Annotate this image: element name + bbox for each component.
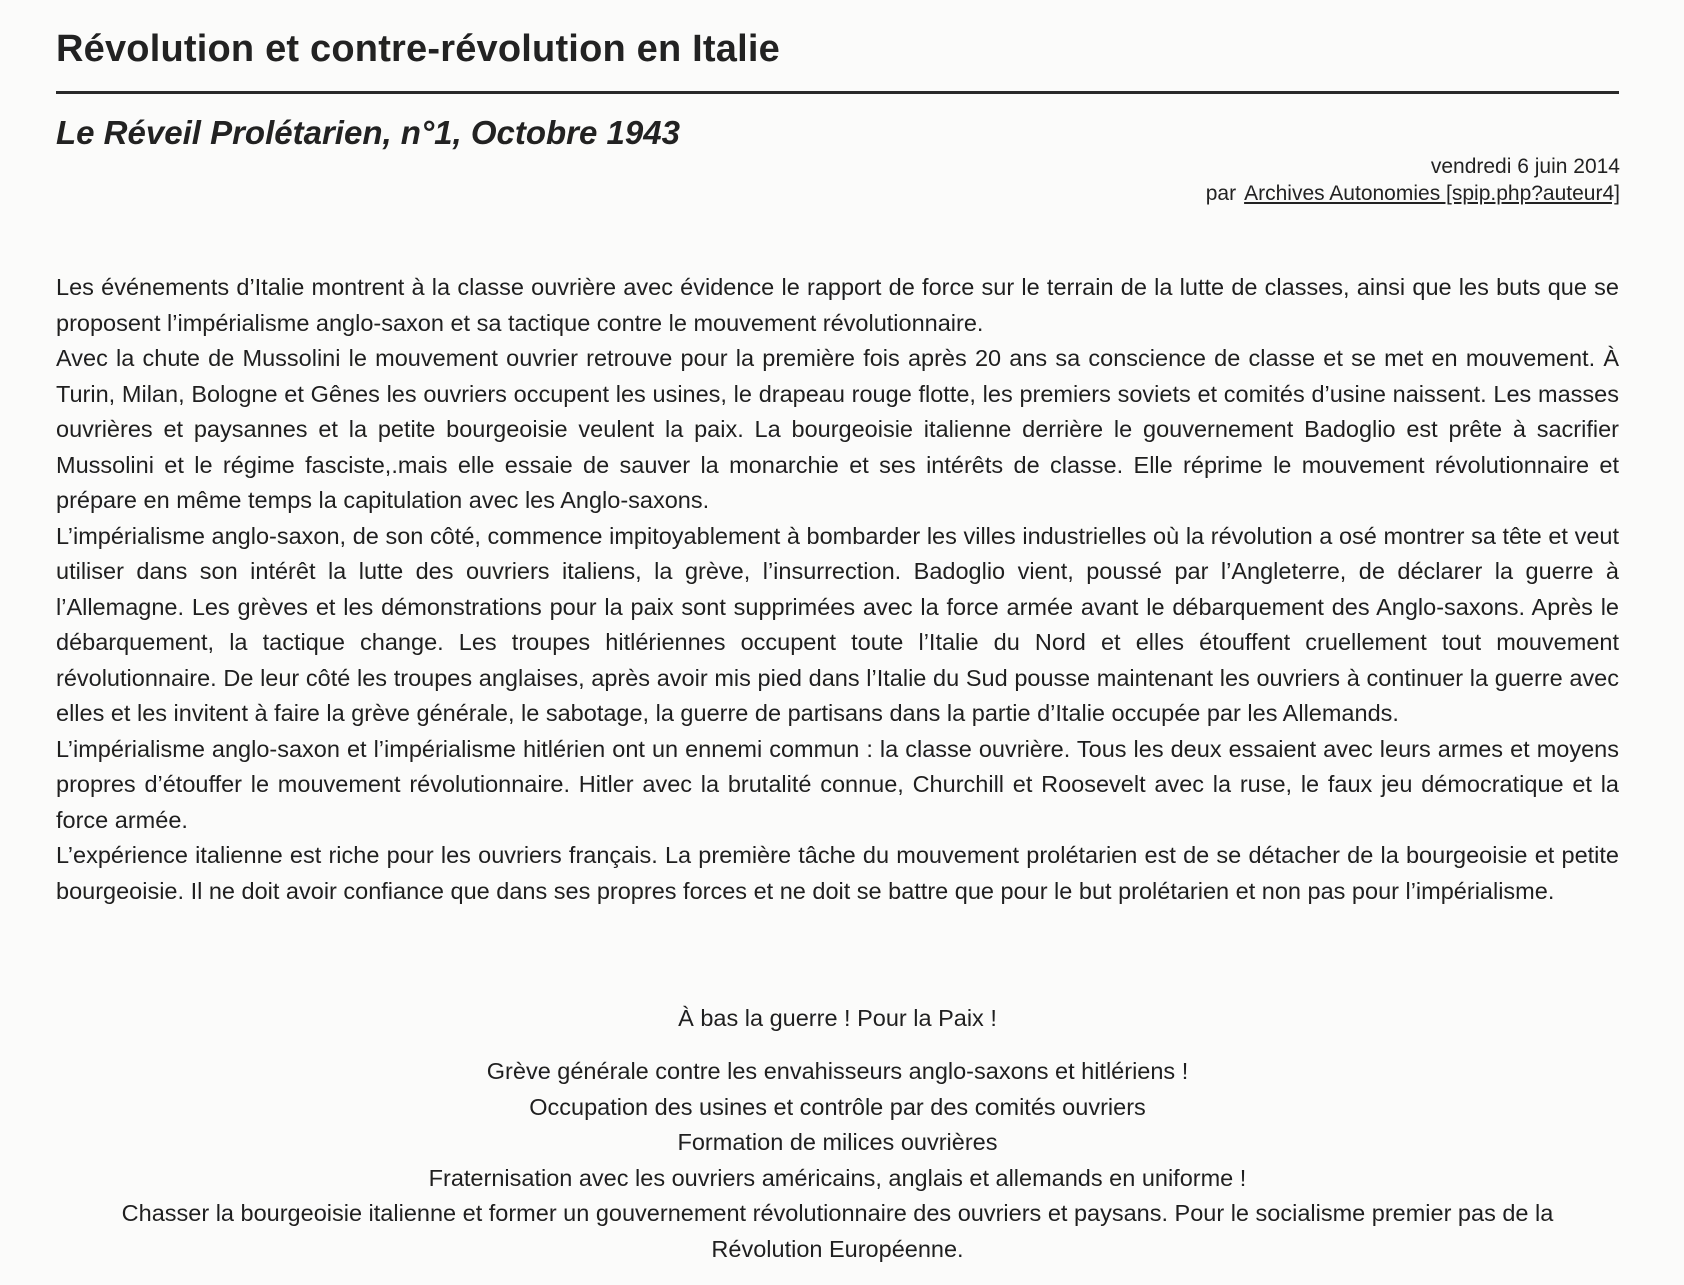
- article-body: [56, 270, 1619, 909]
- publication-date: vendredi 6 juin 2014: [1430, 155, 1620, 178]
- article-meta: [1206, 153, 1620, 207]
- author-link[interactable]: Archives Autonomies [spip.php?auteur4]: [1244, 182, 1620, 205]
- paragraph: L’expérience italienne est riche pour les ouvriers français. La première tâche du mouvement prolétarien est de se détacher de la bourgeoisie et petite bourgeoisie. Il ne doit avoir confiance que dans ses propres forces et ne doit se battre que pour le but prolétarien et non pas pour l’impérialisme.: [56, 842, 1619, 904]
- slogan-line: Fraternisation avec les ouvriers américains, anglais et allemands en uniforme !: [428, 1164, 1247, 1191]
- slogan-lead: À bas la guerre ! Pour la Paix !: [678, 1005, 997, 1031]
- author-line: [1206, 180, 1620, 207]
- slogan-line: Chasser la bourgeoisie italienne et former un gouvernement révolutionnaire des ouvriers et paysans. Pour le socialisme premier pas de la: [121, 1200, 1554, 1226]
- author-prefix: par: [1205, 182, 1237, 205]
- article-title: Révolution et contre-révolution en Italie: [56, 28, 780, 70]
- article-subtitle: Le Réveil Prolétarien, n°1, Octobre 1943: [56, 114, 680, 151]
- paragraph: Les événements d’Italie montrent à la classe ouvrière avec évidence le rapport de force sur le terrain de la lutte de classes, ainsi que les buts que se proposent l’impérialisme anglo-saxon et sa tactique contre le mouvement révolutionnaire.: [56, 274, 1619, 336]
- title-divider: [56, 91, 1619, 94]
- paragraph: L’impérialisme anglo-saxon, de son côté, commence impitoyablement à bombarder les villes industrielles où la révolution a osé montrer sa tête et veut utiliser dans son intérêt la lutte des ouvriers italiens, la grève, l’insurrection. Badoglio vient, poussé par l’Angleterre, de déclarer la guerre à l’Allemagne. Les grèves et les démonstrations pour la paix sont supprimées avec la force armée avant le débarquement des Anglo-saxons. Après le débarquement, la tactique change. Les troupes hitlériennes occupent toute l’Italie du Nord et elles étouffent cruellement tout mouvement révolutionnaire. De leur côté les troupes anglaises, après avoir mis pied dans l’Italie du Sud pousse maintenant les ouvriers à continuer la guerre avec elles et les invitent à faire la grève générale, le sabotage, la guerre de partisans dans la partie d’Italie occupée par les Allemands.: [56, 522, 1619, 726]
- slogan-line: Occupation des usines et contrôle par des comités ouvriers: [529, 1093, 1146, 1120]
- slogans-block: [56, 1000, 1619, 1267]
- slogan-line: Révolution Européenne.: [711, 1235, 964, 1262]
- paragraph: L’impérialisme anglo-saxon et l’impérialisme hitlérien ont un ennemi commun : la classe ouvrière. Tous les deux essaient avec leurs armes et moyens propres d’étouffer le mouvement révolutionnaire. Hitler avec la brutalité connue, Churchill et Roosevelt avec la ruse, le faux jeu démocratique et la force armée.: [56, 735, 1619, 833]
- paragraph: Avec la chute de Mussolini le mouvement ouvrier retrouve pour la première fois après 20 ans sa conscience de classe et se met en mouvement. À Turin, Milan, Bologne et Gênes les ouvriers occupent les usines, le drapeau rouge flotte, les premiers soviets et comités d’usine naissent. Les masses ouvrières et paysannes et la petite bourgeoisie veulent la paix. La bourgeoisie italienne derrière le gouvernement Badoglio est prête à sacrifier Mussolini et le régime fasciste,.mais elle essaie de sauver la monarchie et ses intérêts de classe. Elle réprime le mouvement révolutionnaire et prépare en même temps la capitulation avec les Anglo-saxons.: [56, 345, 1619, 513]
- slogan-line: Formation de milices ouvrières: [677, 1129, 998, 1155]
- slogan-line: Grève générale contre les envahisseurs anglo-saxons et hitlériens !: [486, 1058, 1189, 1084]
